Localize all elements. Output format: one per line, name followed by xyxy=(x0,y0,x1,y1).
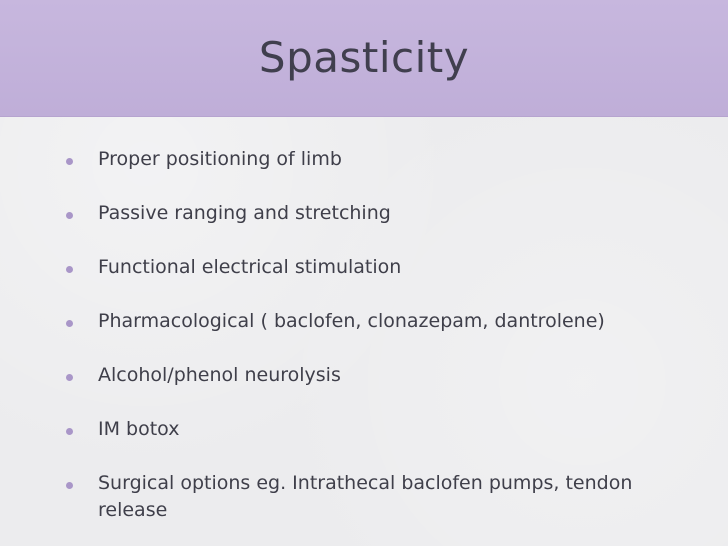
bullet-point-icon xyxy=(66,212,73,219)
bullet-item xyxy=(66,146,686,173)
bullet-text: Functional electrical stimulation xyxy=(98,256,402,278)
bullet-point-icon xyxy=(66,266,73,273)
title-band xyxy=(0,0,728,117)
bullet-text: IM botox xyxy=(98,418,180,440)
bullet-item xyxy=(66,254,686,281)
bullet-list xyxy=(66,146,686,524)
bullet-item xyxy=(66,362,686,389)
bullet-text: Proper positioning of limb xyxy=(98,148,342,170)
bullet-text: Alcohol/phenol neurolysis xyxy=(98,364,341,386)
bullet-point-icon xyxy=(66,428,73,435)
bullet-item xyxy=(66,416,686,443)
bullet-text: Pharmacological ( baclofen, clonazepam, dantrolene) xyxy=(98,310,605,332)
bullet-text: Passive ranging and stretching xyxy=(98,202,391,224)
slide-title: Spasticity xyxy=(258,33,470,82)
bullet-point-icon xyxy=(66,482,73,489)
bullet-point-icon xyxy=(66,320,73,327)
bullet-point-icon xyxy=(66,374,73,381)
bullet-item xyxy=(66,470,686,524)
bullet-item xyxy=(66,308,686,335)
bullet-text: Surgical options eg. Intrathecal baclofen pumps, tendon release xyxy=(98,472,633,521)
bullet-point-icon xyxy=(66,158,73,165)
bullet-item xyxy=(66,200,686,227)
